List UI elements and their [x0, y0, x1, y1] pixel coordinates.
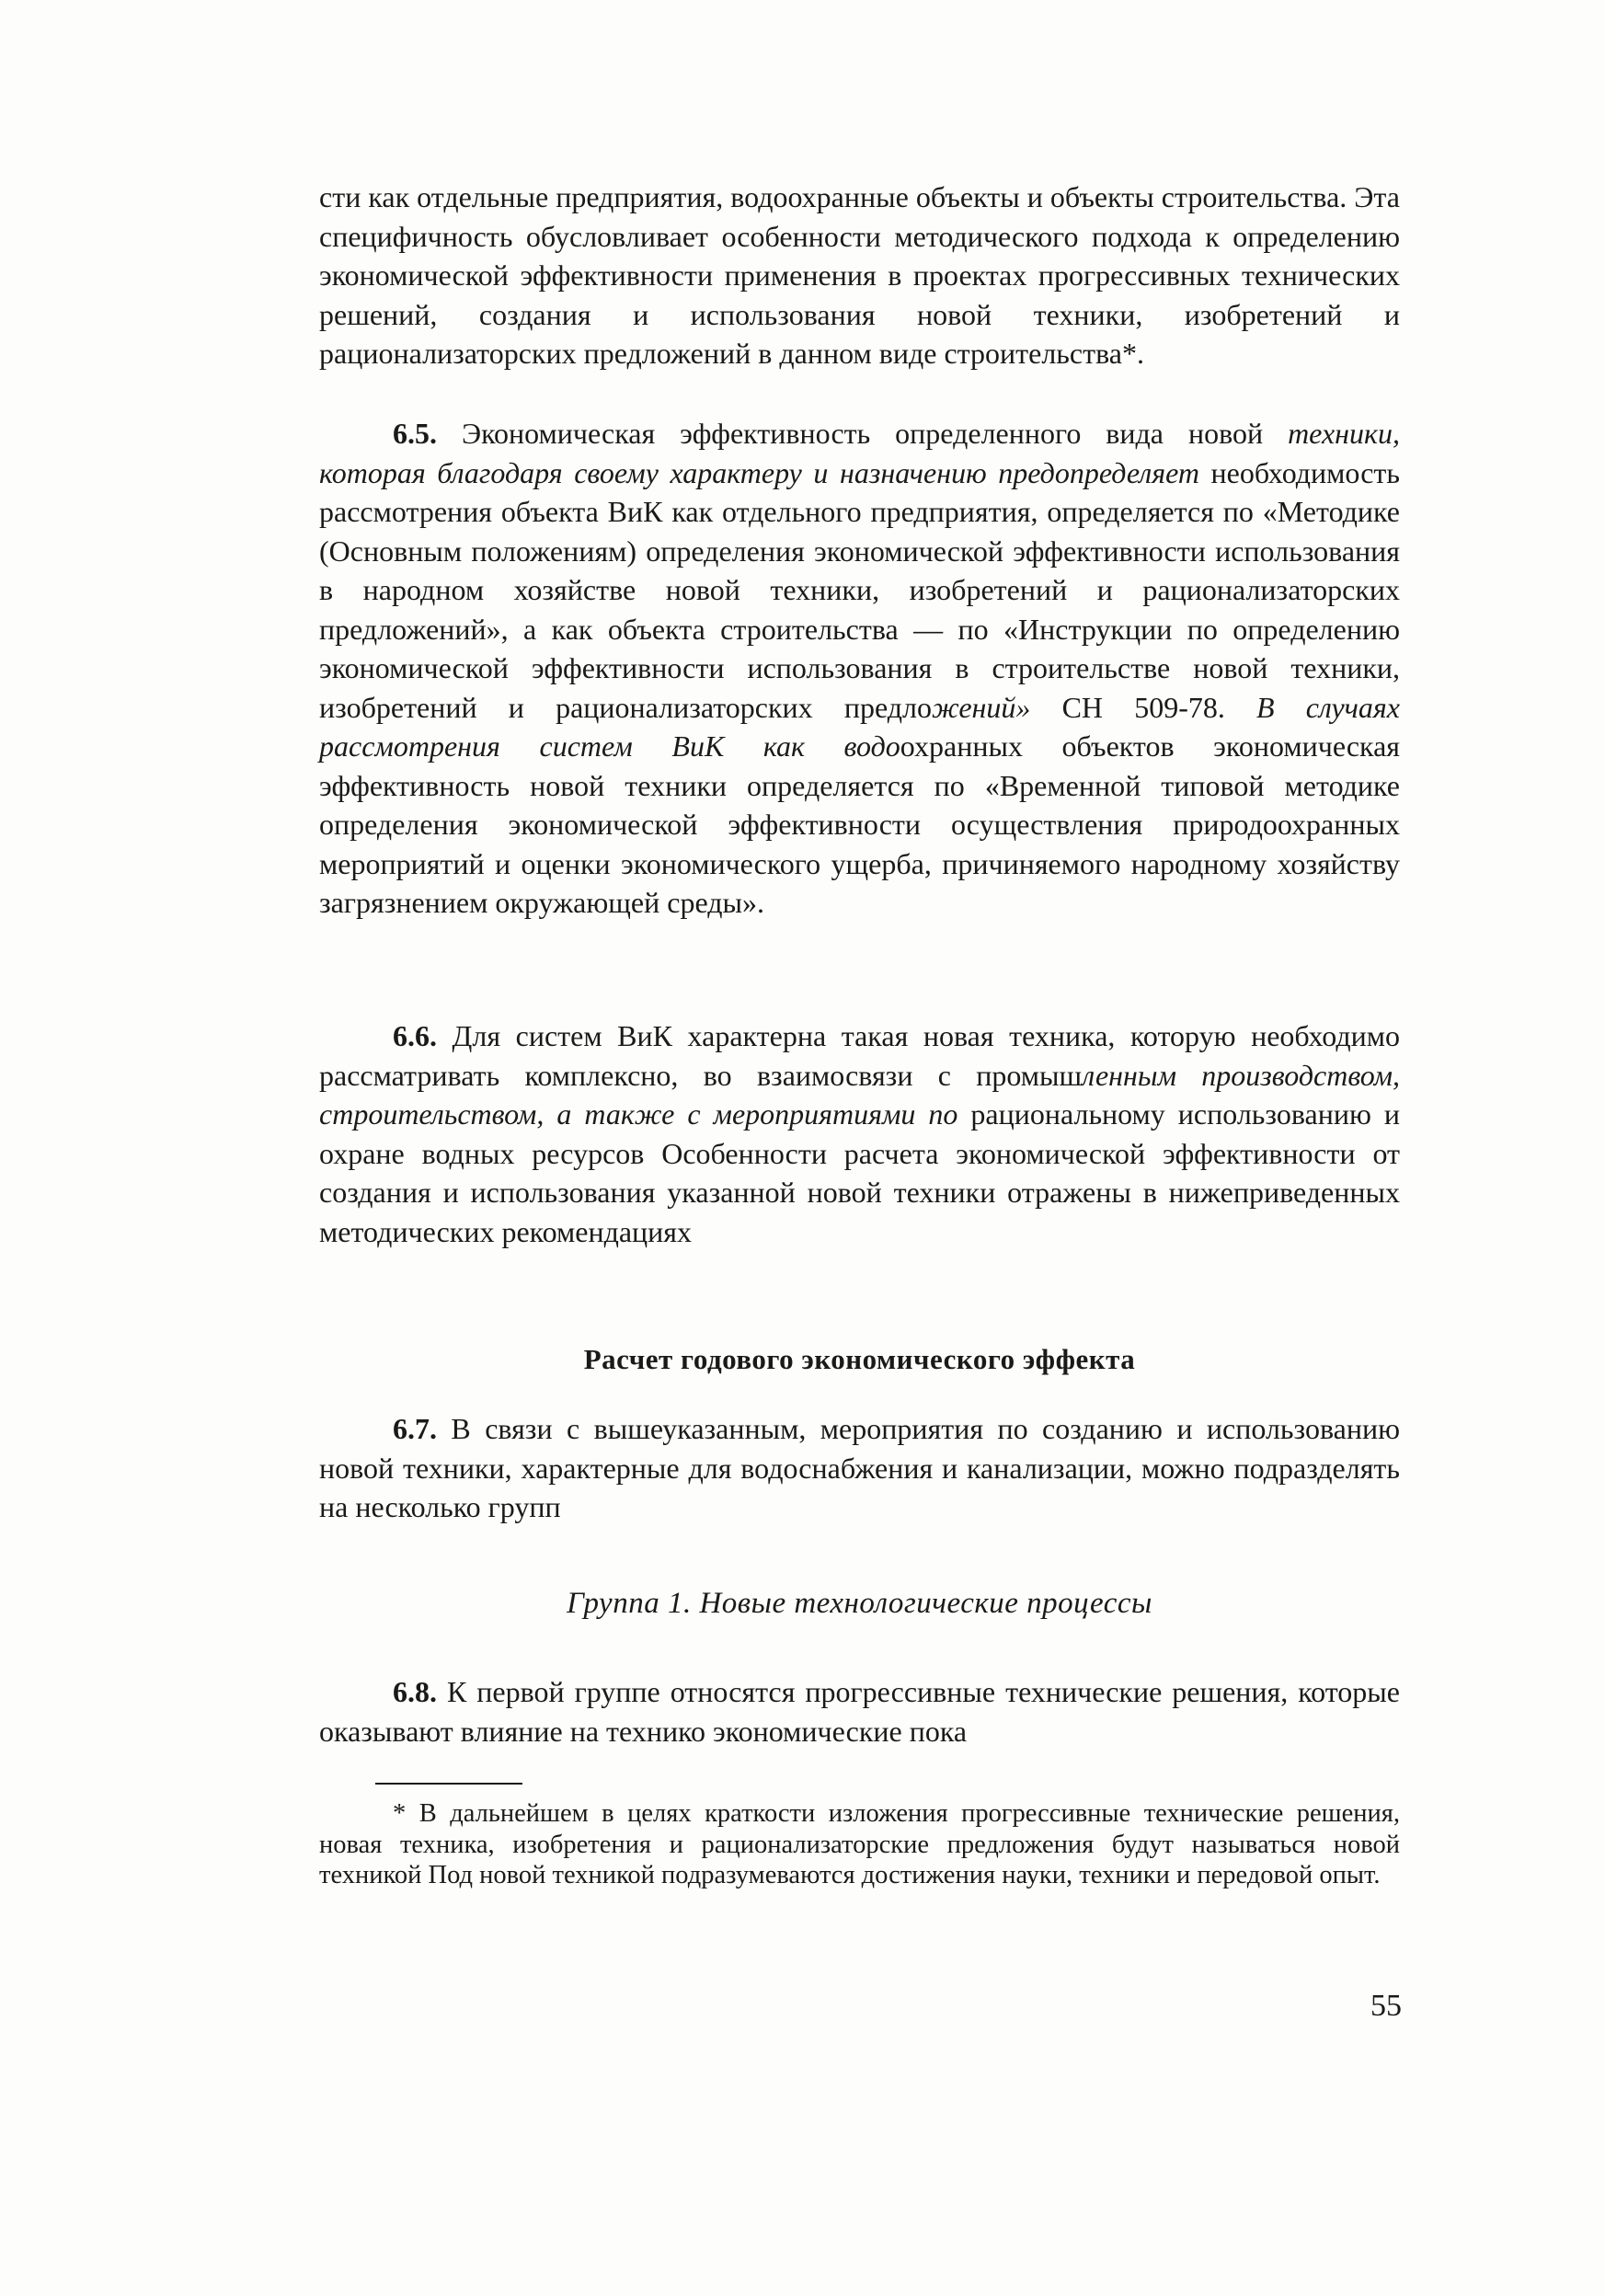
paragraph-intro-continuation: сти как отдельные предприятия, водоохранные объекты и объекты строительства. Эта специфичность обусловливает особенности методического подхода к определению экономической эффективности применения в проектах прогрессивных технических решений, создания и использования новой техники, изобретений и рационализаторских предложений в данном виде строительства*.	[319, 180, 1400, 370]
paragraph-number: 6.8.	[393, 1675, 437, 1708]
paragraph-number: 6.7.	[393, 1412, 437, 1445]
paragraph-text: К первой группе относятся прогрессивные технические решения, которые оказывают влияние на технико экономические пока	[319, 1675, 1400, 1748]
paragraph-text: В связи с вышеуказанным, мероприятия по созданию и использованию новой техники, характерные для водоснабжения и канализации, можно подразделять на несколько групп	[319, 1412, 1400, 1523]
footnote-divider	[375, 1783, 522, 1785]
section-heading-annual-effect: Расчет годового экономического эффекта	[583, 1343, 1136, 1375]
subsection-heading-group-1: Группа 1. Новые технологические процессы	[567, 1587, 1152, 1620]
paragraph-6-7	[319, 1409, 1400, 1527]
paragraph-text: охранных объектов экономическая эффективность новой техники определяется по «Временной типовой методике определения экономической эффективности осуществления природоохранных мероприятий и оценки экономического ущерба, причиняемого народному хозяйству загрязнением окружающей среды».	[319, 729, 1401, 919]
paragraph-6-5	[319, 414, 1400, 923]
paragraph-number: 6.6.	[393, 1019, 437, 1052]
paragraph-text: Для систем ВиК характерна такая новая техника, которую необходимо рассматривать комплексно, во взаимосвязи с промыш	[319, 1019, 1400, 1092]
page-number: 55	[1370, 1989, 1402, 2023]
paragraph-text: СН 509-78.	[1030, 690, 1257, 724]
paragraph-6-8	[319, 1672, 1400, 1751]
paragraph-text-italic: жений»	[932, 690, 1031, 724]
paragraph-text: Экономическая эффективность определенного вида новой	[437, 417, 1289, 450]
paragraph-text: необходимость рассмотрения объекта ВиК как отдельного предприятия, определяется по «Методике (Основным положениям) определения экономической эффективности использования в народном хозяйстве новой техники, изобретений и рационализаторских предложений», а как объекта строительства — по «Инструкции по определению экономической эффективности использования в строительстве новой техники, изобретений и рационализаторских предло	[319, 455, 1401, 724]
footnote: * В дальнейшем в целях краткости изложения прогрессивные технические решения, новая техника, изобретения и рационализаторские предложения будут называться новой техникой Под новой техникой подразумеваются достижения науки, техники и передовой опыт.	[319, 1799, 1400, 1889]
paragraph-text-italic: ленным производством, строительством, а также с мероприятиями по	[319, 1058, 1401, 1131]
paragraph-number: 6.5.	[393, 417, 437, 450]
paragraph-text-italic: В случаях рассмотрения систем ВиК как водо	[319, 690, 1401, 763]
paragraph-6-6	[319, 1016, 1400, 1251]
paragraph-text-italic: техники, которая благодаря своему характеру и назначению предопределяет	[319, 417, 1400, 489]
paragraph-text: рациональному использованию и охране водных ресурсов Особенности расчета экономической эффективности от создания и использования указанной новой техники отражены в нижеприведенных методических рекомендациях	[319, 1097, 1401, 1248]
